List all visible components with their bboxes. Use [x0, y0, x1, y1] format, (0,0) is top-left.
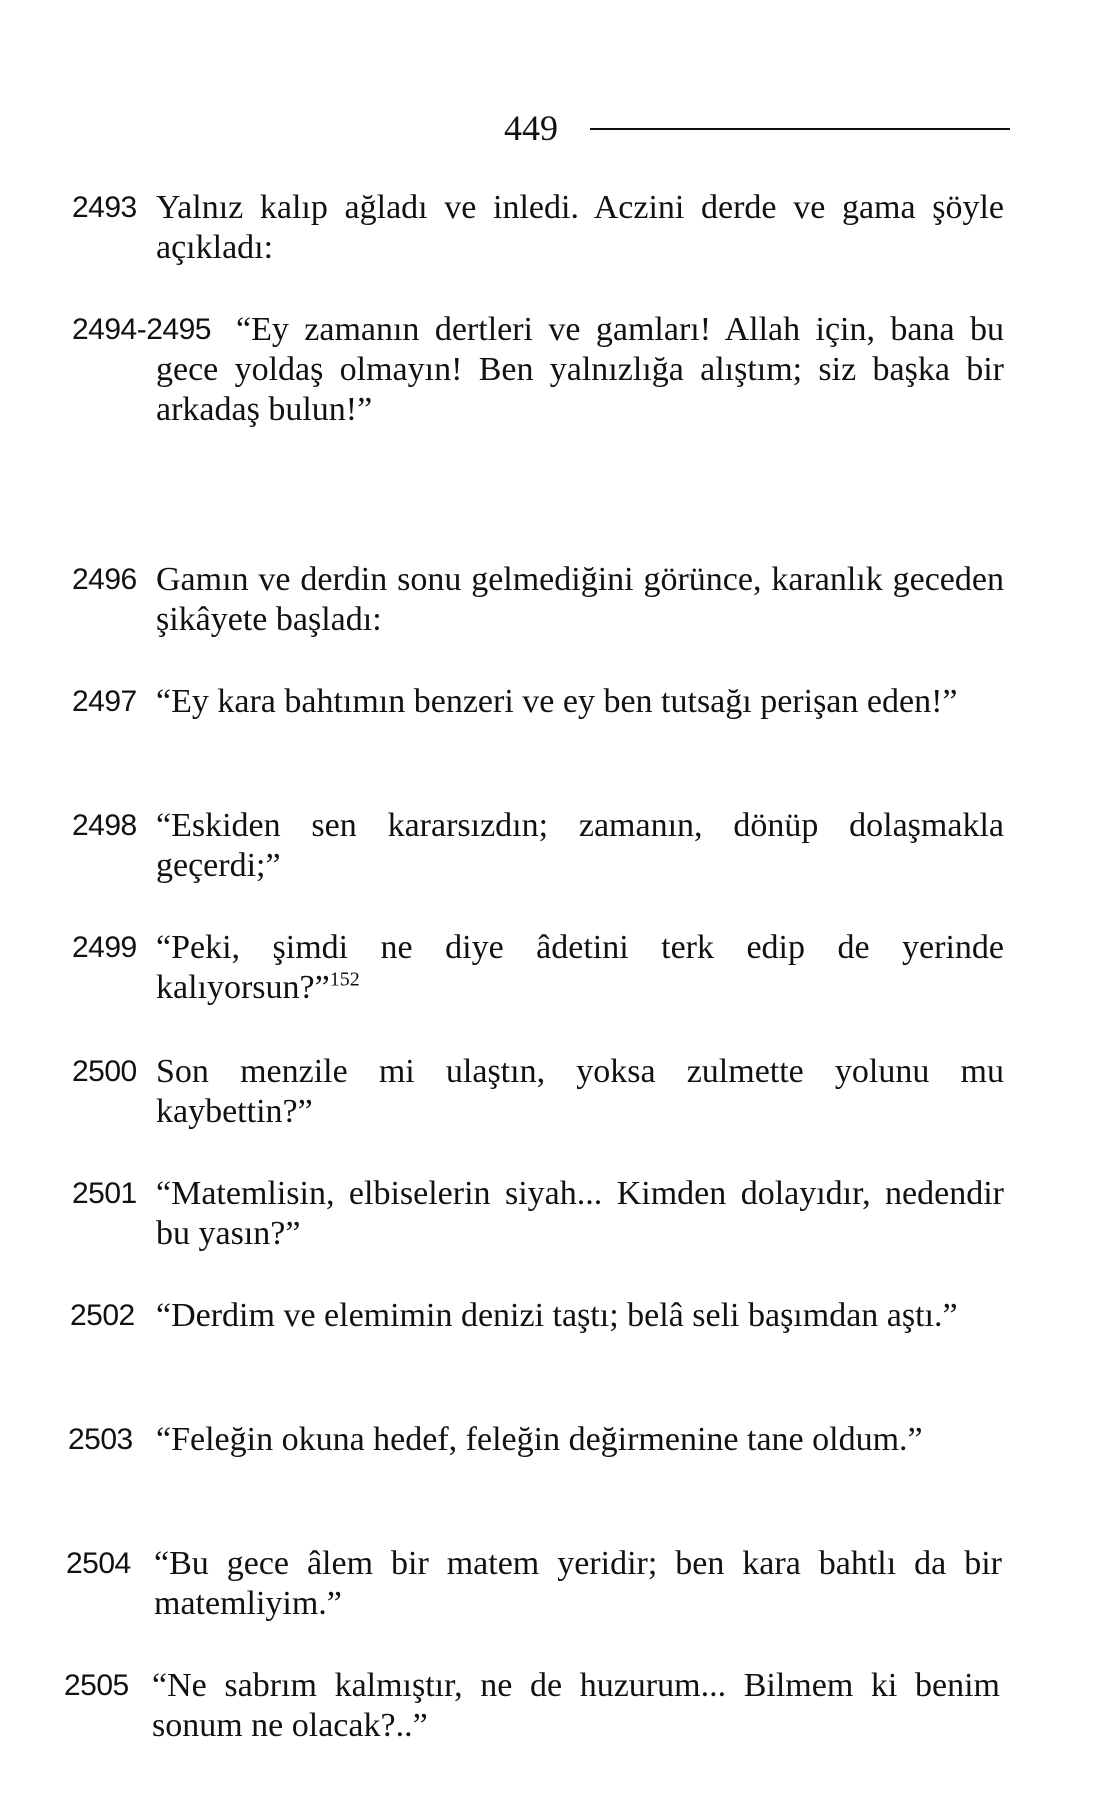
verse-text: “Eskiden sen kararsızdın; zamanın, dönüp dolaşmakla geçerdi;”	[156, 807, 1004, 884]
verse-text: Gamın ve derdin sonu gelmediğini görünce, karanlık geceden şikâyete başladı:	[156, 561, 1004, 638]
verse-text: “Matemlisin, elbiselerin siyah... Kimden dolayıdır, nedendir bu yasın?”	[156, 1175, 1004, 1252]
footnote-marker: 152	[329, 968, 360, 991]
verse-number: 2494-2495	[72, 313, 211, 346]
verse-text: Son menzile mi ulaştın, yoksa zulmette yolunu mu kaybettin?”	[156, 1053, 1004, 1130]
verse-text: “Ey kara bahtımın benzeri ve ey ben tutsağı perişan eden!”	[156, 683, 958, 720]
verse-text: “Bu gece âlem bir matem yeridir; ben kara bahtlı da bir matemliyim.”	[154, 1545, 1002, 1622]
verse-number: 2493	[72, 191, 137, 224]
verse-number: 2498	[72, 809, 137, 842]
verse-text: “Ne sabrım kalmıştır, ne de huzurum... Bilmem ki benim sonum ne olacak?..”	[152, 1667, 1000, 1744]
verse-number: 2502	[70, 1299, 135, 1332]
verse-number: 2503	[68, 1423, 133, 1456]
verse-text: Yalnız kalıp ağladı ve inledi. Aczini derde ve gama şöyle açıkladı:	[156, 189, 1004, 266]
verse-number: 2497	[72, 685, 137, 718]
verse-text: “Derdim ve elemimin denizi taştı; belâ seli başımdan aştı.”	[156, 1297, 958, 1334]
header-rule	[590, 128, 1010, 130]
verse-text: “Ey zamanın dertleri ve gamları! Allah için, bana bu gece yoldaş olmayın! Ben yalnızlığa alıştım; siz başka bir arkadaş bulun!”	[156, 311, 1004, 428]
verse-text-body: “Peki, şimdi ne diye âdetini terk edip de yerinde kalıyorsun?”	[156, 929, 1004, 1006]
page-header	[0, 98, 1104, 158]
verse-number: 2504	[66, 1547, 131, 1580]
verse-number: 2499	[72, 931, 137, 964]
verse-number: 2500	[72, 1055, 137, 1088]
verse-text: “Feleğin okuna hedef, feleğin değirmenine tane oldum.”	[156, 1421, 923, 1458]
verse-number: 2501	[72, 1177, 137, 1210]
verse-number: 2496	[72, 563, 137, 596]
verse-text	[156, 928, 1004, 1008]
verse-number: 2505	[64, 1669, 129, 1702]
page-number: 449	[504, 108, 558, 148]
